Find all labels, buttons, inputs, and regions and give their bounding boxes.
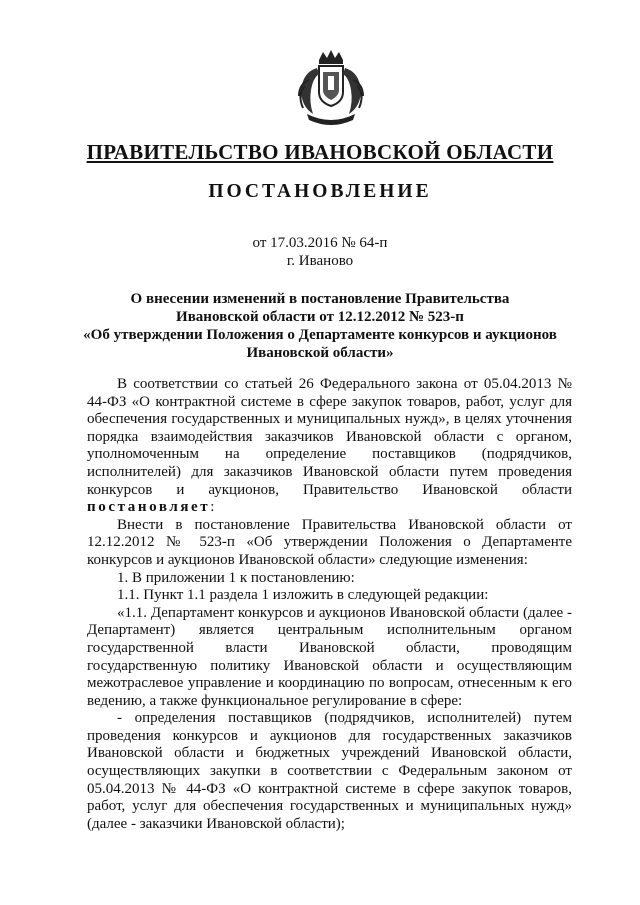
paragraph-keyword <box>87 499 572 517</box>
paragraph-clause-1-1: «1.1. Департамент конкурсов и аукционов Ивановской области (далее - Департамент) является центральным исполнительным органом государственной власти Ивановской области, проводящим государственную политику Ивановской области и осуществляющим межотраслевое управление и координацию по вопросам, отнесенным к его ведению, а также функциональное регулирование в сфере: <box>87 604 572 709</box>
paragraph-preamble: В соответствии со статьей 26 Федерального закона от 05.04.2013 № 44-ФЗ «О контрактной системе в сфере закупок товаров, работ, услуг для обеспечения государственных и муниципальных нужд», в целях уточнения порядка взаимодействия заказчиков Ивановской области с органом, уполномоченным на определение поставщиков (подрядчиков, исполнителей) для заказчиков Ивановской области путем проведения конкурсов и аукционов, Правительство Ивановской области <box>87 376 572 498</box>
title-line: «Об утверждении Положения о Департаменте конкурсов и аукционов <box>83 327 557 343</box>
city: г. Иваново <box>286 253 354 269</box>
document-meta <box>0 234 640 270</box>
document-type: ПОСТАНОВЛЕНИЕ <box>208 181 432 202</box>
keyword-postanovlyaet: постановляет <box>87 499 211 516</box>
document-body <box>87 376 572 833</box>
ivanovo-coat-of-arms-icon <box>289 46 373 130</box>
date-number: от 17.03.2016 № 64-п <box>252 235 388 251</box>
decree-title <box>60 290 580 362</box>
title-line: Ивановской области» <box>246 345 394 361</box>
paragraph-procurement: - определения поставщиков (подрядчиков, исполнителей) путем проведения конкурсов и аукционов для государственных заказчиков Ивановской области и бюджетных учреждений Ивановской области, осуществляющих закупки в соответствии с Федеральным законом от 05.04.2013 № 44-ФЗ «О контрактной системе в сфере закупок товаров, работ, услуг для обеспечения государственных и муниципальных нужд» (далее - заказчики Ивановской области); <box>87 710 572 832</box>
paragraph-item-1: 1. В приложении 1 к постановлению: <box>117 569 355 586</box>
title-line: Ивановской области от 12.12.2012 № 523-п <box>176 309 464 325</box>
title-line: О внесении изменений в постановление Правительства <box>130 291 510 307</box>
paragraph-item-1-1: 1.1. Пункт 1.1 раздела 1 изложить в следующей редакции: <box>117 587 489 604</box>
government-name: ПРАВИТЕЛЬСТВО ИВАНОВСКОЙ ОБЛАСТИ <box>86 140 554 164</box>
keyword-colon: : <box>210 499 215 516</box>
paragraph-amend: Внести в постановление Правительства Ивановской области от 12.12.2012 № 523-п «Об утверждении Положения о Департаменте конкурсов и аукционов Ивановской области» следующие изменения: <box>87 516 572 568</box>
